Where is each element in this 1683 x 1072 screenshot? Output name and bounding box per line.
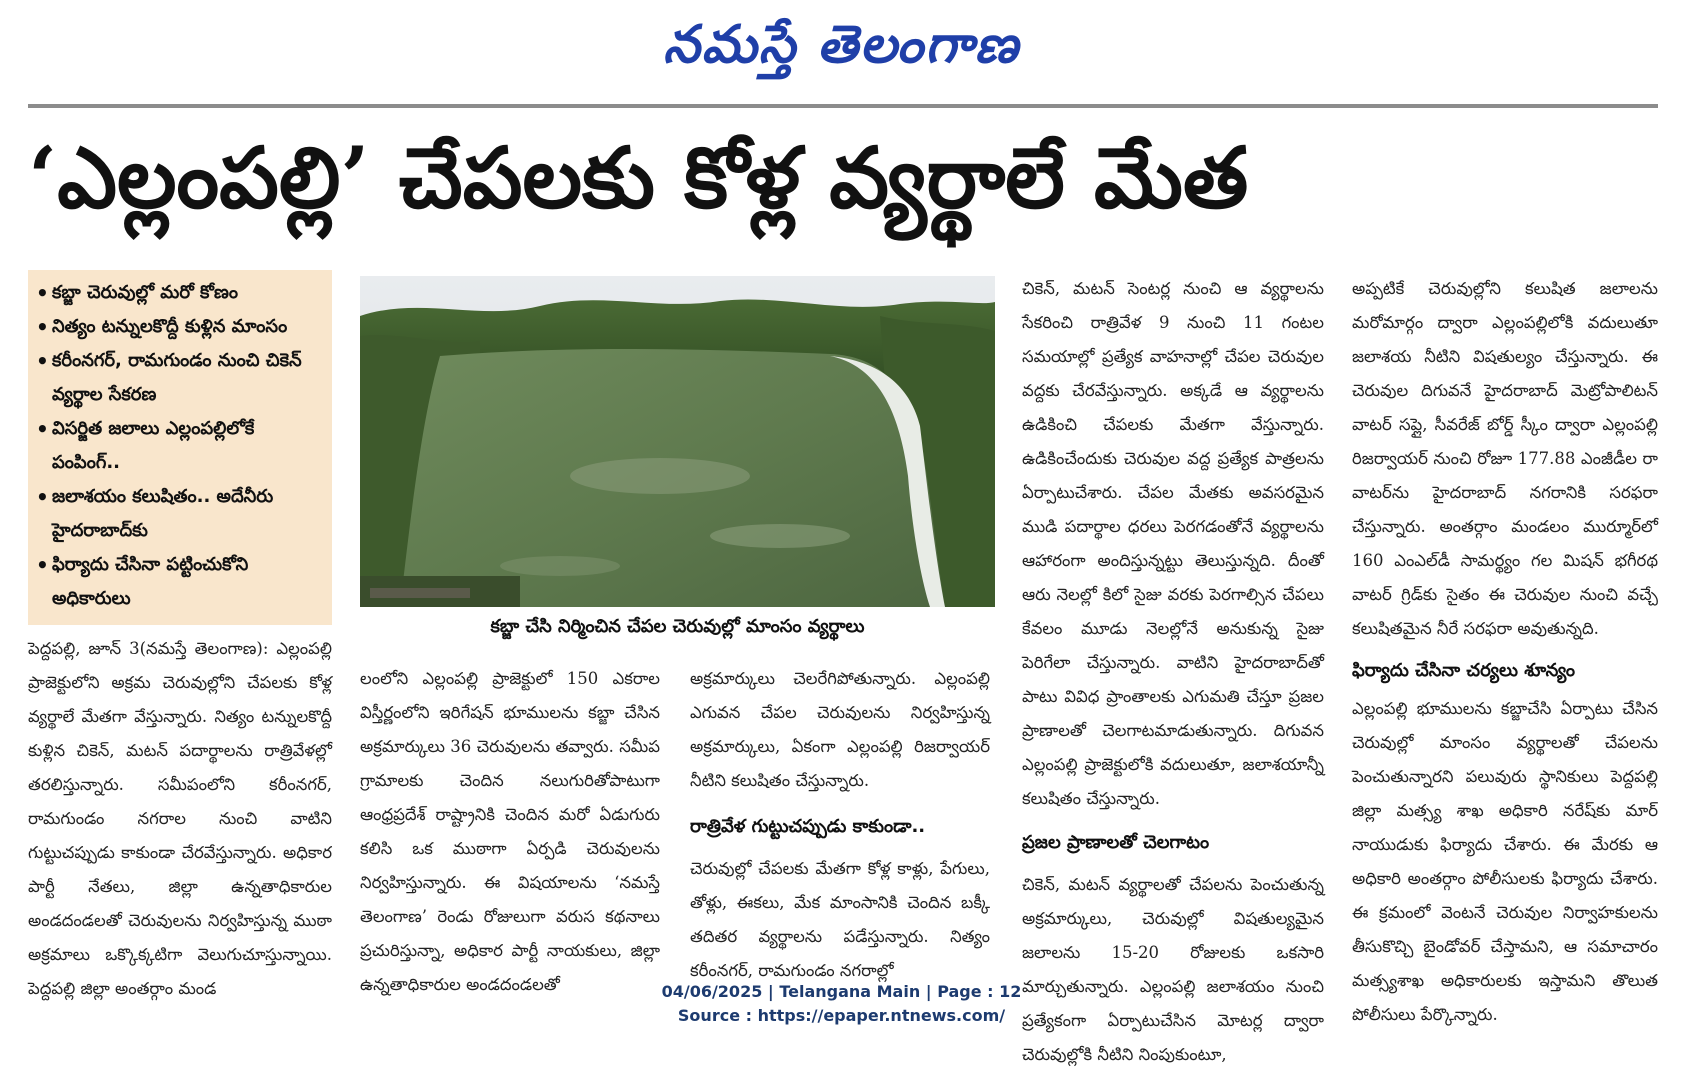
article-text: చెరువుల్లో చేపలకు మేతగా కోళ్ల కాళ్లు, పేగులు, తోళ్లు, ఈకలు, మేక మాంసానికి చెందిన బక్కీ తదితర వ్యర్థాలను పడేస్తున్నారు. నిత్యం కరీంనగర్, రామగుండం నగరాల్లో: [690, 859, 990, 980]
highlight-item: • ఫిర్యాదు చేసినా పట్టించుకోని అధికారులు: [34, 548, 328, 616]
headline: ‘ఎల్లంపల్లి’ చేపలకు కోళ్ల వ్యర్థాలే మేత: [28, 128, 1249, 227]
footer-edition-info: 04/06/2025 | Telangana Main | Page : 12: [661, 982, 1022, 1001]
pond-photo-image: [360, 276, 995, 607]
footer-source: Source : https://epaper.ntnews.com/: [677, 1006, 1006, 1025]
subheading: రాత్రివేళ గుట్టుచప్పుడు కాకుండా..: [690, 816, 926, 837]
article-text: పెద్దపల్లి, జూన్ 3(నమస్తే తెలంగాణ): ఎల్లంపల్లి ప్రాజెక్టులోని అక్రమ చెరువుల్లోని చేపలకు కోళ్ల వ్యర్థాలే మేతగా వేస్తున్నారు. నిత్యం టన్నులకొద్దీ కుళ్లిన చికెన్, మటన్ పదార్థాలను రాత్రివేళల్లో తరలిస్తున్నారు. సమీపంలోని కరీంనగర్, రామగుండం నగరాల నుంచి వాటిని గుట్టుచప్పుడు కాకుండా చేరవేస్తున్నారు. అధికార పార్టీ నేతలు, జిల్లా ఉన్నతాధికారుల అండదండలతో చెరువులను నిర్వహిస్తున్న ముఠా అక్రమాలు ఒక్కొక్కటిగా వెలుగుచూస్తున్నాయి. పెద్దపల్లి జిల్లా అంతర్గాం మండ: [28, 639, 332, 998]
highlight-item: • నిత్యం టన్నులకొద్దీ కుళ్లిన మాంసం: [34, 310, 328, 344]
subheading: ప్రజల ప్రాణాలతో చెలగాటం: [1022, 832, 1210, 853]
highlight-item: • జలాశయం కలుషితం.. అదేనీరు హైదరాబాద్‌కు: [34, 480, 328, 548]
article-column-5: [1352, 272, 1658, 1024]
photo-caption: కబ్జా చేసి నిర్మించిన చేపల చెరువుల్లో మాంసం వ్యర్థాలు: [490, 616, 865, 637]
article-text: లంలోని ఎల్లంపల్లి ప్రాజెక్టులో 150 ఎకరాల విస్తీర్ణంలోని ఇరిగేషన్ భూములను కబ్జా చేసిన అక్రమార్కులు 36 చెరువులను తవ్వారు. సమీప గ్రామాలకు చెందిన నలుగురితోపాటుగా ఆంధ్రప్రదేశ్ రాష్ట్రానికి చెందిన మరో ఏడుగురు కలిసి ఒక ముఠాగా ఏర్పడి చెరువులను నిర్వహిస్తున్నారు. ఈ విషయాలను ‘నమస్తే తెలంగాణ’ రెండు రోజులుగా వరుస కథనాలు ప్రచురిస్తున్నా, అధికార పార్టీ నాయకులు, జిల్లా ఉన్నతాధికారుల అండదండలతో: [360, 669, 660, 994]
masthead-rule: [28, 104, 1658, 108]
pond-photo: [360, 276, 995, 607]
article-text: అప్పటికే చెరువుల్లోని కలుషిత జలాలను మరోమార్గం ద్వారా ఎల్లంపల్లిలోకి వదులుతూ జలాశయ నీటిని విషతుల్యం చేస్తున్నారు. ఈ చెరువుల దిగువనే హైదరాబాద్ మెట్రోపాలిటన్ వాటర్ సప్లై, సీవరేజ్ బోర్డ్ స్కీం ద్వారా ఎల్లంపల్లి రిజర్వాయర్ నుంచి రోజూ 177.88 ఎంజీడీల రా వాటర్‌ను హైదరాబాద్ నగరానికి సరఫరా చేస్తున్నారు. అంతర్గాం మండలం ముర్మూర్‌లో 160 ఎంఎల్‌డీ సామర్థ్యం గల మిషన్ భగీరథ వాటర్ గ్రిడ్‌కు సైతం ఈ చెరువుల నుంచి వచ్చే కలుషితమైన నీరే సరఫరా అవుతున్నది.: [1352, 279, 1658, 638]
highlight-item: • కబ్జా చెరువుల్లో మరో కోణం: [34, 276, 328, 310]
article-column-1: [28, 632, 332, 998]
masthead: నమస్తే తెలంగాణ: [663, 14, 1020, 75]
subheading: ఫిర్యాదు చేసినా చర్యలు శూన్యం: [1352, 660, 1576, 681]
article-text: చికెన్, మటన్ వ్యర్థాలతో చేపలను పెంచుతున్న అక్రమార్కులు, చెరువుల్లో విషతుల్యమైన జలాలను 15-20 రోజులకు ఒకసారి మార్చుతున్నారు. ఎల్లంపల్లి జలాశయం నుంచి ప్రత్యేకంగా ఏర్పాటుచేసిన మోటర్ల ద్వారా చెరువుల్లోకి నీటిని నింపుకుంటూ,: [1022, 875, 1324, 1064]
highlight-item: • విసర్జిత జలాలు ఎల్లంపల్లిలోకే పంపింగ్..: [34, 412, 328, 480]
article-column-3: [690, 662, 990, 980]
article-text: ఎల్లంపల్లి భూములను కబ్జాచేసి ఏర్పాటు చేసిన చెరువుల్లో మాంసం వ్యర్థాలతో చేపలను పెంచుతున్నారని పలువురు స్థానికులు పెద్దపల్లి జిల్లా మత్స్య శాఖ అధికారి నరేష్‌కు మార్ నాయుడుకు ఫిర్యాదు చేశారు. ఈ మేరకు ఆ అధికారి అంతర్గాం పోలీసులకు ఫిర్యాదు చేశారు. ఈ క్రమంలో వెంటనే చెరువుల నిర్వాహకులను తీసుకొచ్చి బైండోవర్ చేస్తామని, ఆ సమాచారం మత్స్యశాఖ అధికారులకు ఇస్తామని తొలుత పోలీసులు పేర్కొన్నారు.: [1352, 699, 1658, 1024]
article-column-2: [360, 662, 660, 994]
article-column-4: [1022, 272, 1324, 1064]
article-text: అక్రమార్కులు చెలరేగిపోతున్నారు. ఎల్లంపల్లి ఎగువన చేపల చెరువులను నిర్వహిస్తున్న అక్రమార్కులు, ఏకంగా ఎల్లంపల్లి రిజర్వాయర్ నీటిని కలుషితం చేస్తున్నారు.: [690, 669, 990, 790]
article-text: చికెన్, మటన్ సెంటర్ల నుంచి ఆ వ్యర్థాలను సేకరించి రాత్రివేళ 9 నుంచి 11 గంటల సమయాల్లో ప్రత్యేక వాహనాల్లో చేపల చెరువుల వద్దకు చేరవేస్తున్నారు. అక్కడే ఆ వ్యర్థాలను ఉడికించి చేపలకు మేతగా వేస్తున్నారు. ఉడికించేందుకు చెరువుల వద్ద ప్రత్యేక పాత్రలను ఏర్పాటుచేశారు. చేపల మేతకు అవసరమైన ముడి పదార్థాల ధరలు పెరగడంతోనే వ్యర్థాలను ఆహారంగా అందిస్తున్నట్టు తెలుస్తున్నది. దీంతో ఆరు నెలల్లో కిలో సైజు వరకు పెరగాల్సిన చేపలు కేవలం మూడు నెలల్లోనే అనుకున్న సైజు పెరిగేలా చేస్తున్నారు. వాటిని హైదరాబాద్‌తో పాటు వివిధ ప్రాంతాలకు ఎగుమతి చేస్తూ ప్రజల ప్రాణాలతో చెలగాటమాడుతున్నారు. దిగువన ఎల్లంపల్లి ప్రాజెక్టులోకి వదులుతూ, జలాశయాన్నీ కలుషితం చేస్తున్నారు.: [1022, 279, 1324, 808]
highlights-box: [28, 270, 332, 625]
highlight-item: • కరీంనగర్, రామగుండం నుంచి చికెన్ వ్యర్థాల సేకరణ: [34, 344, 328, 412]
